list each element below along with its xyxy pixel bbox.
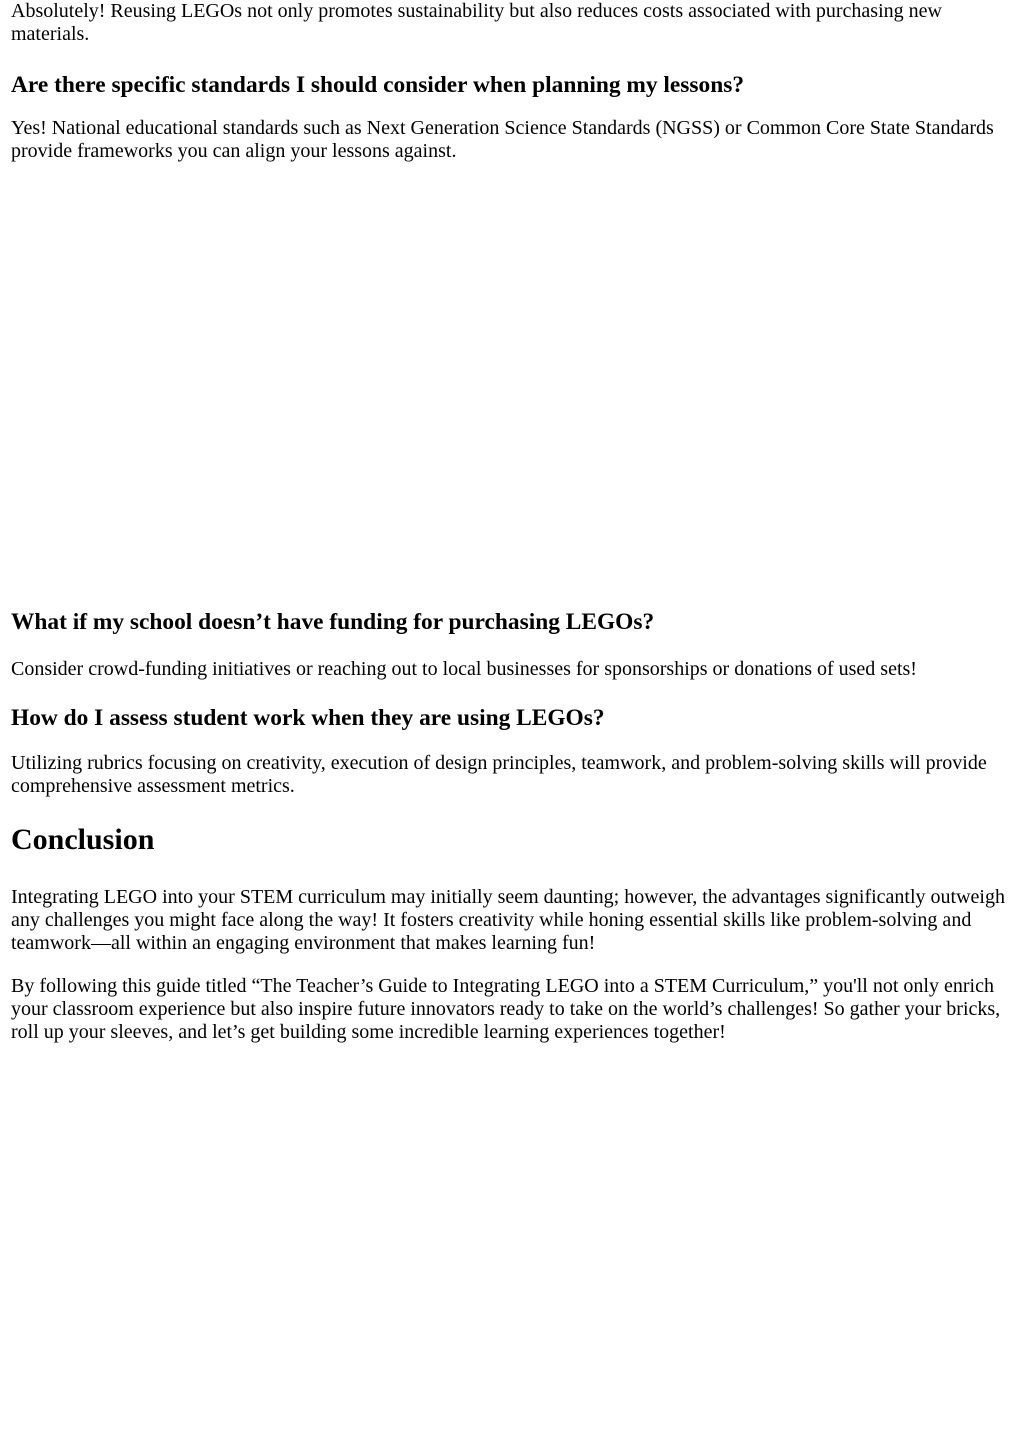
conclusion-paragraph: Integrating LEGO into your STEM curriculum may initially seem daunting; however, the advantages significantly outweigh any challenges you might face along the way! It fosters creativity while honing essential skills like problem-solving and teamwork—all within an engaging environment that makes learning fun! (11, 886, 1005, 954)
faq-question-assessment: How do I assess student work when they are using LEGOs? (11, 705, 605, 731)
faq-question-standards: Are there specific standards I should consider when planning my lessons? (11, 72, 745, 98)
faq-question-funding: What if my school doesn’t have funding for purchasing LEGOs? (11, 609, 655, 635)
conclusion-paragraph: By following this guide titled “The Teacher’s Guide to Integrating LEGO into a STEM Curriculum,” you'll not only enrich your classroom experience but also inspire future innovators ready to take on the world’s challenges! So gather your bricks, roll up your sleeves, and let’s get building some incredible learning experiences together! (11, 975, 1001, 1043)
blank-media-area (11, 163, 1014, 609)
conclusion-heading: Conclusion (11, 823, 155, 856)
faq-answer-funding: Consider crowd-funding initiatives or reaching out to local businesses for sponsorships or donations of used sets! (11, 658, 917, 680)
faq-answer-standards: Yes! National educational standards such as Next Generation Science Standards (NGSS) or Common Core State Standards provide frameworks you can align your lessons against. (11, 117, 994, 162)
faq-answer-reuse: Absolutely! Reusing LEGOs not only promotes sustainability but also reduces costs associated with purchasing new materials. (11, 0, 942, 45)
faq-answer-assessment: Utilizing rubrics focusing on creativity, execution of design principles, teamwork, and problem-solving skills will provide comprehensive assessment metrics. (11, 752, 987, 797)
